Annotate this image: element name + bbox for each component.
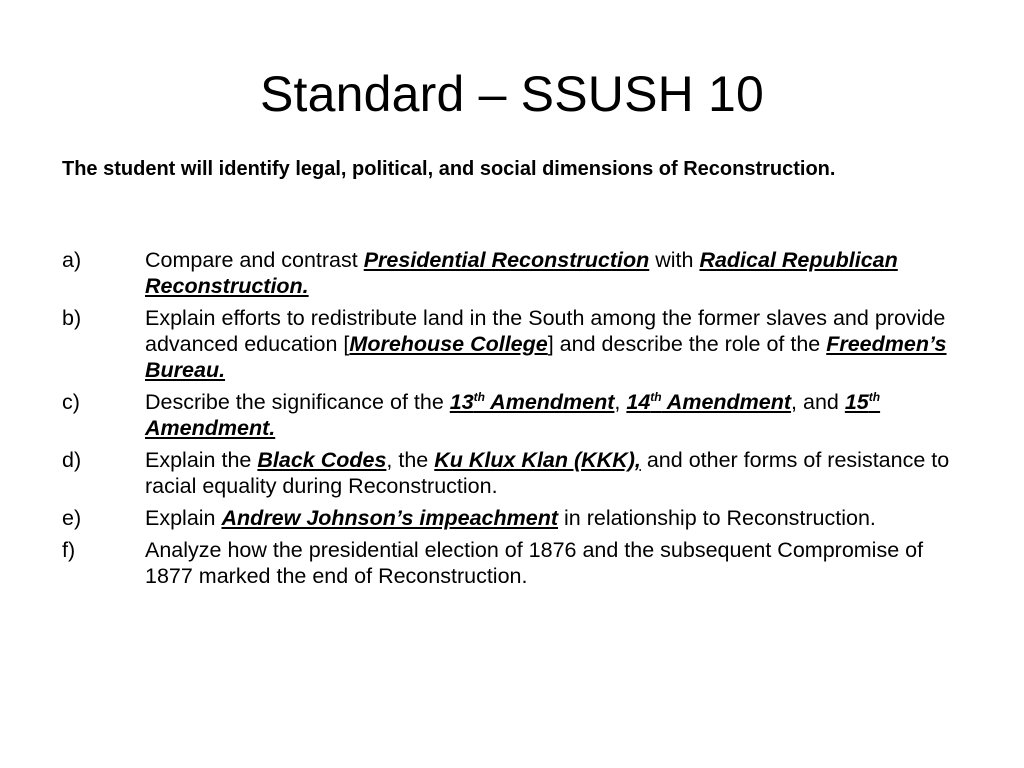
- list-marker: d): [62, 448, 82, 472]
- ordinal-suffix: th: [650, 390, 662, 404]
- list-marker: b): [62, 306, 82, 330]
- key-term: Andrew Johnson’s impeachment: [221, 506, 559, 530]
- list-marker: e): [62, 506, 82, 530]
- list-marker: c): [62, 390, 80, 414]
- amendment-word: Amendment: [485, 390, 615, 414]
- item-text: ,: [614, 390, 627, 414]
- key-term: Presidential Reconstruction: [363, 248, 650, 272]
- item-text: Explain: [145, 506, 222, 530]
- item-text: with: [649, 248, 700, 272]
- list-item-d: [62, 447, 972, 499]
- key-term: Ku Klux Klan (KKK),: [434, 448, 641, 472]
- item-text: Describe the significance of the: [145, 390, 450, 414]
- amendment-number: 13: [449, 390, 474, 414]
- list-item-e: [62, 505, 972, 531]
- amendment-number: 14: [626, 390, 651, 414]
- item-text: Compare and contrast: [145, 248, 364, 272]
- list-item-c: [62, 389, 972, 441]
- key-term-14th-amendment: [626, 390, 791, 414]
- amendment-word: Amendment: [661, 390, 792, 414]
- list-item-a: [62, 247, 972, 299]
- item-text: , and: [791, 390, 845, 414]
- list-marker: f): [62, 538, 76, 562]
- amendment-number: 15: [844, 390, 869, 414]
- item-text: , the: [386, 448, 435, 472]
- item-text: Analyze how the presidential election of 1876 and the subsequent Compromise of 1877 marked the end of Reconstruction.: [145, 538, 924, 588]
- standard-elements-list: [62, 247, 972, 595]
- list-marker: a): [62, 248, 82, 272]
- item-text: ] and describe the role of the: [547, 332, 827, 356]
- slide-title: Standard – SSUSH 10: [259, 66, 765, 122]
- list-item-b: [62, 305, 972, 383]
- key-term: Freedmen’s Bureau.: [145, 332, 947, 382]
- ordinal-suffix: th: [868, 390, 881, 404]
- key-term: Black Codes: [257, 448, 387, 472]
- item-text: Explain the: [145, 448, 258, 472]
- key-term-13th-amendment: [450, 390, 615, 414]
- item-text: Explain efforts to redistribute land in the South among the former slaves and provide advanced education [: [145, 306, 946, 356]
- key-term: Radical Republican Reconstruction.: [145, 248, 898, 298]
- list-item-f: [62, 537, 972, 589]
- ordinal-suffix: th: [473, 390, 485, 404]
- item-text: and other forms of resistance to racial equality during Reconstruction.: [145, 448, 950, 498]
- item-text: in relationship to Reconstruction.: [558, 506, 876, 530]
- standard-intro: The student will identify legal, political, and social dimensions of Reconstruction.: [62, 158, 836, 180]
- key-term: Morehouse College: [349, 332, 548, 356]
- amendment-word: Amendment.: [145, 416, 276, 440]
